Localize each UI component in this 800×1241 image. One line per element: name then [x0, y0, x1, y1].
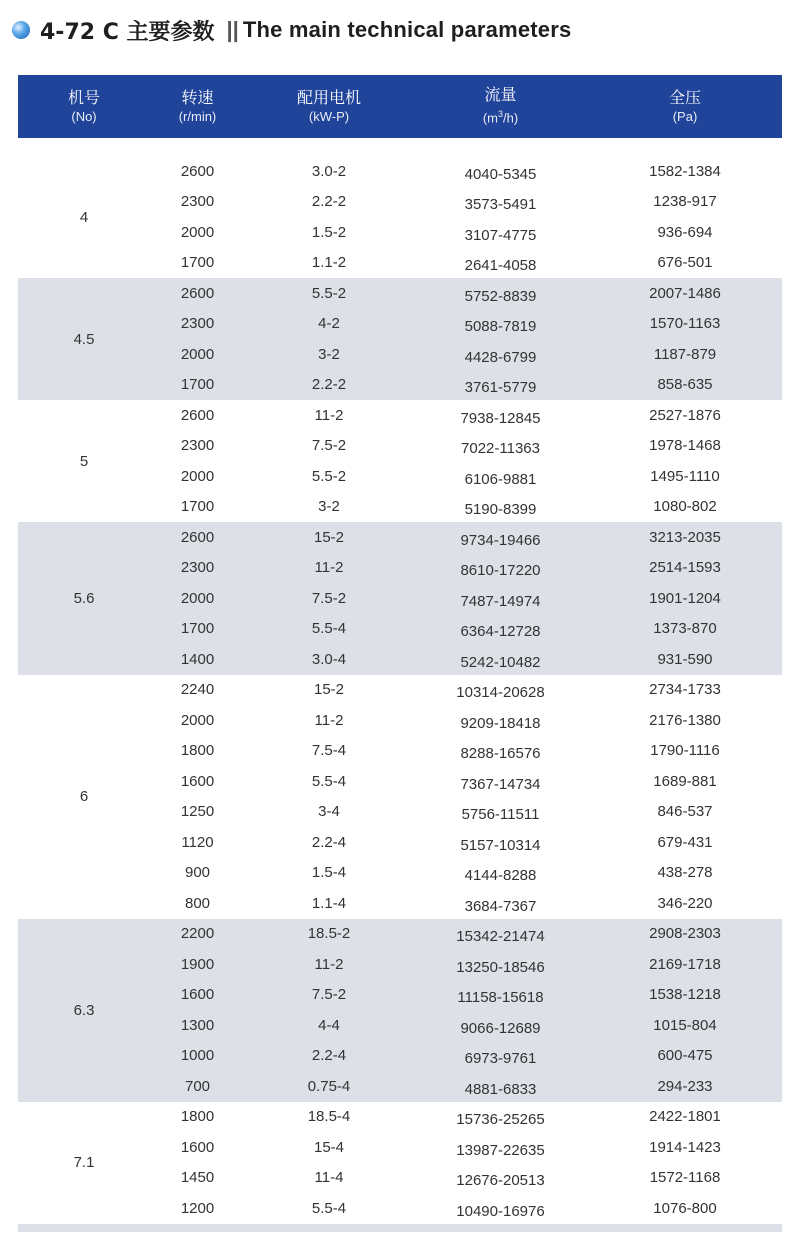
- flow-cell: 10314-20628: [456, 684, 545, 702]
- flow-cell: 7487-14974: [460, 592, 541, 610]
- motor-cell: 1.5-4: [311, 864, 347, 882]
- flow-cell: 4428-6799: [464, 348, 537, 366]
- motor-cell: 2.2-2: [311, 376, 347, 394]
- header-gap: [18, 138, 782, 156]
- pressure-cell: 294-233: [657, 1077, 713, 1095]
- pressure-cell: 679-431: [657, 833, 713, 851]
- flow-cell: 6106-9881: [464, 470, 537, 488]
- motor-cell: 11-2: [314, 711, 344, 729]
- pressure-cell: 346-220: [657, 894, 713, 912]
- motor-cell: 11-2: [314, 955, 344, 973]
- header-pressure: 全压 (Pa): [668, 87, 701, 124]
- table-row: [150, 278, 782, 309]
- table-row: [150, 156, 782, 187]
- motor-cell: 1.1-4: [311, 894, 347, 912]
- speed-cell: 1800: [180, 742, 215, 760]
- speed-cell: 2200: [180, 925, 215, 943]
- flow-cell: 3761-5779: [464, 379, 537, 397]
- speed-cell: 2240: [180, 681, 215, 699]
- motor-cell: 11-2: [314, 559, 344, 577]
- flow-cell: 5752-8839: [464, 287, 537, 305]
- table-row: [150, 705, 782, 736]
- table-group: [18, 675, 782, 919]
- table-row: [150, 248, 782, 279]
- title-chinese: 4-72 C 主要参数: [40, 19, 215, 45]
- table-row: [150, 1071, 782, 1102]
- pressure-cell: 1238-917: [653, 193, 717, 211]
- speed-cell: 2000: [180, 223, 215, 241]
- table-group: [18, 522, 782, 675]
- flow-cell: 8288-16576: [460, 745, 541, 763]
- table-row: [150, 187, 782, 218]
- fan-number-cell: 4: [79, 208, 89, 226]
- flow-cell: 15342-21474: [456, 928, 545, 946]
- motor-cell: 15-2: [313, 528, 345, 546]
- flow-cell: 10490-16976: [456, 1202, 545, 1220]
- pressure-cell: 1689-881: [653, 772, 717, 790]
- flow-cell: 3573-5491: [464, 196, 537, 214]
- speed-cell: 2300: [180, 559, 215, 577]
- table-row: [150, 858, 782, 889]
- speed-cell: 1250: [180, 803, 215, 821]
- table-header: [18, 75, 782, 138]
- motor-cell: 18.5-4: [307, 1108, 351, 1126]
- table-row: [150, 370, 782, 401]
- table-row: [150, 1010, 782, 1041]
- pressure-cell: 676-501: [657, 254, 713, 272]
- table-group: [18, 278, 782, 400]
- pressure-cell: 1582-1384: [649, 162, 721, 180]
- speed-cell: 2600: [180, 528, 215, 546]
- header-flow: 流量 $(m^3/h)$: [482, 85, 519, 126]
- pressure-cell: 2176-1380: [649, 711, 721, 729]
- motor-cell: 0.75-4: [307, 1077, 351, 1095]
- motor-cell: 7.5-2: [311, 986, 347, 1004]
- fan-number-cell: 7.1: [73, 1154, 95, 1171]
- pressure-cell: 846-537: [657, 803, 713, 821]
- flow-cell: 15736-25265: [456, 1111, 545, 1129]
- pressure-cell: 2007-1486: [649, 284, 721, 302]
- pressure-cell: 1015-804: [653, 1016, 717, 1034]
- motor-cell: 5.5-2: [311, 284, 347, 302]
- pressure-cell: 1914-1423: [649, 1138, 721, 1156]
- motor-cell: 18.5-2: [307, 925, 351, 943]
- flow-cell: 7022-11363: [461, 440, 540, 458]
- motor-cell: 5.5-4: [311, 1199, 347, 1217]
- speed-cell: 2600: [180, 406, 215, 424]
- table-group: [18, 1102, 782, 1224]
- pressure-cell: 1373-870: [653, 620, 717, 638]
- speed-cell: 1900: [180, 955, 215, 973]
- speed-cell: 2000: [180, 345, 215, 363]
- title-separator: ||: [226, 17, 239, 42]
- flow-cell: 4881-6833: [464, 1080, 537, 1098]
- pressure-cell: 438-278: [657, 864, 713, 882]
- pressure-cell: 1901-1204: [649, 589, 721, 607]
- pressure-cell: 600-475: [657, 1047, 713, 1065]
- table-row: [150, 797, 782, 828]
- speed-cell: 1700: [180, 498, 215, 516]
- table-row: [150, 461, 782, 492]
- flow-cell: 3107-4775: [464, 226, 537, 244]
- motor-cell: 5.5-2: [311, 467, 347, 485]
- speed-cell: 2600: [180, 162, 215, 180]
- page-title: [12, 10, 571, 50]
- flow-cell: 3684-7367: [464, 897, 537, 915]
- motor-cell: 3.0-2: [311, 162, 347, 180]
- table-row: [150, 644, 782, 675]
- speed-cell: 700: [184, 1077, 211, 1095]
- motor-cell: 2.2-4: [311, 833, 347, 851]
- fan-number-cell: 6.3: [73, 1001, 95, 1019]
- flow-cell: 5088-7819: [464, 318, 537, 336]
- flow-cell: 6364-12728: [460, 623, 541, 641]
- table-row: [150, 1163, 782, 1194]
- flow-cell: 6973-9761: [464, 1050, 537, 1068]
- flow-cell: 5756-11511: [461, 806, 540, 824]
- pressure-cell: 1978-1468: [649, 437, 721, 455]
- table-body: [18, 156, 782, 1224]
- motor-cell: 7.5-2: [311, 437, 347, 455]
- speed-cell: 1120: [181, 833, 214, 851]
- flow-cell: 7367-14734: [460, 775, 541, 793]
- motor-cell: 4-4: [318, 1016, 340, 1034]
- fan-number-cell: 4.5: [73, 330, 95, 348]
- table-row: [150, 309, 782, 340]
- speed-cell: 2000: [180, 589, 215, 607]
- pressure-cell: 2422-1801: [649, 1108, 721, 1126]
- flow-cell: 13250-18546: [456, 958, 545, 976]
- speed-cell: 1450: [180, 1169, 215, 1187]
- speed-cell: 1600: [180, 1138, 215, 1156]
- flow-cell: 13987-22635: [456, 1141, 545, 1159]
- motor-cell: 1.1-2: [311, 254, 347, 272]
- flow-cell: 9734-19466: [460, 531, 541, 549]
- pressure-cell: 2514-1593: [649, 559, 721, 577]
- flow-cell: 12676-20513: [456, 1172, 545, 1190]
- flow-cell: 2641-4058: [464, 257, 537, 275]
- table-row: [150, 522, 782, 553]
- table-row: [150, 431, 782, 462]
- table-group: [18, 919, 782, 1102]
- table-row: [150, 766, 782, 797]
- speed-cell: 1800: [180, 1108, 215, 1126]
- speed-cell: 1600: [180, 986, 215, 1004]
- speed-cell: 2000: [180, 467, 215, 485]
- table-row: [150, 400, 782, 431]
- speed-cell: 2300: [180, 193, 215, 211]
- table-row: [150, 736, 782, 767]
- motor-cell: 3-4: [318, 803, 340, 821]
- header-speed: 转速 (r/min): [178, 87, 217, 124]
- speed-cell: 1600: [180, 772, 215, 790]
- motor-cell: 7.5-4: [311, 742, 347, 760]
- motor-cell: 4-2: [318, 315, 340, 333]
- table-group: [18, 400, 782, 522]
- table-row: [150, 217, 782, 248]
- table-row: [150, 1193, 782, 1224]
- table-row: [150, 919, 782, 950]
- table-row: [150, 980, 782, 1011]
- speed-cell: 800: [184, 894, 211, 912]
- table-row: [150, 827, 782, 858]
- fan-number-cell: 6: [79, 788, 89, 805]
- pressure-cell: 2908-2303: [649, 925, 721, 943]
- motor-cell: 2.2-4: [311, 1047, 347, 1065]
- pressure-cell: 1495-1110: [650, 467, 720, 485]
- pressure-cell: 3213-2035: [649, 528, 721, 546]
- speed-cell: 2600: [180, 284, 215, 302]
- motor-cell: 3-2: [318, 345, 340, 363]
- header-fan-number: 机号 (No): [67, 87, 100, 124]
- speed-cell: 1300: [180, 1016, 215, 1034]
- pressure-cell: 2527-1876: [649, 406, 721, 424]
- motor-cell: 15-2: [313, 681, 345, 699]
- speed-cell: 1700: [180, 254, 215, 272]
- bullet-circle-icon: [12, 21, 30, 39]
- table-row: [150, 1102, 782, 1133]
- motor-cell: 11-4: [314, 1169, 344, 1187]
- table-row: [150, 949, 782, 980]
- table-row: [150, 339, 782, 370]
- parameters-table: [18, 75, 782, 1232]
- pressure-cell: 1572-1168: [649, 1169, 721, 1187]
- table-bottom-band: [18, 1224, 782, 1232]
- speed-cell: 1700: [180, 620, 215, 638]
- speed-cell: 900: [184, 864, 211, 882]
- table-row: [150, 675, 782, 706]
- table-row: [150, 492, 782, 523]
- speed-cell: 2300: [180, 315, 215, 333]
- flow-cell: 4144-8288: [464, 867, 537, 885]
- speed-cell: 1700: [180, 376, 215, 394]
- table-row: [150, 553, 782, 584]
- flow-cell: 11158-15618: [457, 989, 544, 1007]
- fan-number-cell: 5.6: [73, 589, 95, 607]
- pressure-cell: 2169-1718: [649, 955, 721, 973]
- header-motor: 配用电机 (kW-P): [296, 87, 361, 124]
- speed-cell: 1200: [180, 1199, 215, 1217]
- speed-cell: 1000: [180, 1047, 215, 1065]
- speed-cell: 1400: [180, 650, 215, 668]
- flow-cell: 9209-18418: [460, 714, 541, 732]
- table-row: [150, 1041, 782, 1072]
- motor-cell: 3-2: [318, 498, 340, 516]
- table-row: [150, 888, 782, 919]
- fan-number-cell: 5: [79, 452, 89, 470]
- pressure-cell: 1538-1218: [649, 986, 721, 1004]
- flow-cell: 9066-12689: [460, 1019, 541, 1037]
- pressure-cell: 1790-1116: [650, 742, 720, 760]
- motor-cell: 1.5-2: [311, 223, 347, 241]
- flow-cell: 7938-12845: [460, 409, 541, 427]
- motor-cell: 2.2-2: [311, 193, 347, 211]
- pressure-cell: 1570-1163: [649, 315, 721, 333]
- pressure-cell: 2734-1733: [649, 681, 721, 699]
- speed-cell: 2000: [180, 711, 215, 729]
- pressure-cell: 1080-802: [653, 498, 717, 516]
- flow-cell: 5190-8399: [464, 501, 537, 519]
- speed-cell: 2300: [180, 437, 215, 455]
- pressure-cell: 931-590: [657, 650, 713, 668]
- flow-cell: 8610-17220: [460, 562, 541, 580]
- flow-cell: 5242-10482: [460, 653, 541, 671]
- pressure-cell: 1076-800: [653, 1199, 717, 1217]
- pressure-cell: 936-694: [657, 223, 713, 241]
- motor-cell: 3.0-4: [311, 650, 347, 668]
- pressure-cell: 858-635: [657, 376, 713, 394]
- table-group: [18, 156, 782, 278]
- motor-cell: 5.5-4: [311, 620, 347, 638]
- flow-cell: 5157-10314: [460, 836, 541, 854]
- motor-cell: 5.5-4: [311, 772, 347, 790]
- table-row: [150, 583, 782, 614]
- table-row: [150, 614, 782, 645]
- motor-cell: 11-2: [314, 406, 344, 424]
- pressure-cell: 1187-879: [653, 345, 717, 363]
- flow-cell: 4040-5345: [464, 165, 537, 183]
- motor-cell: 15-4: [313, 1138, 345, 1156]
- motor-cell: 7.5-2: [311, 589, 347, 607]
- title-english: The main technical parameters: [242, 17, 572, 42]
- table-row: [150, 1132, 782, 1163]
